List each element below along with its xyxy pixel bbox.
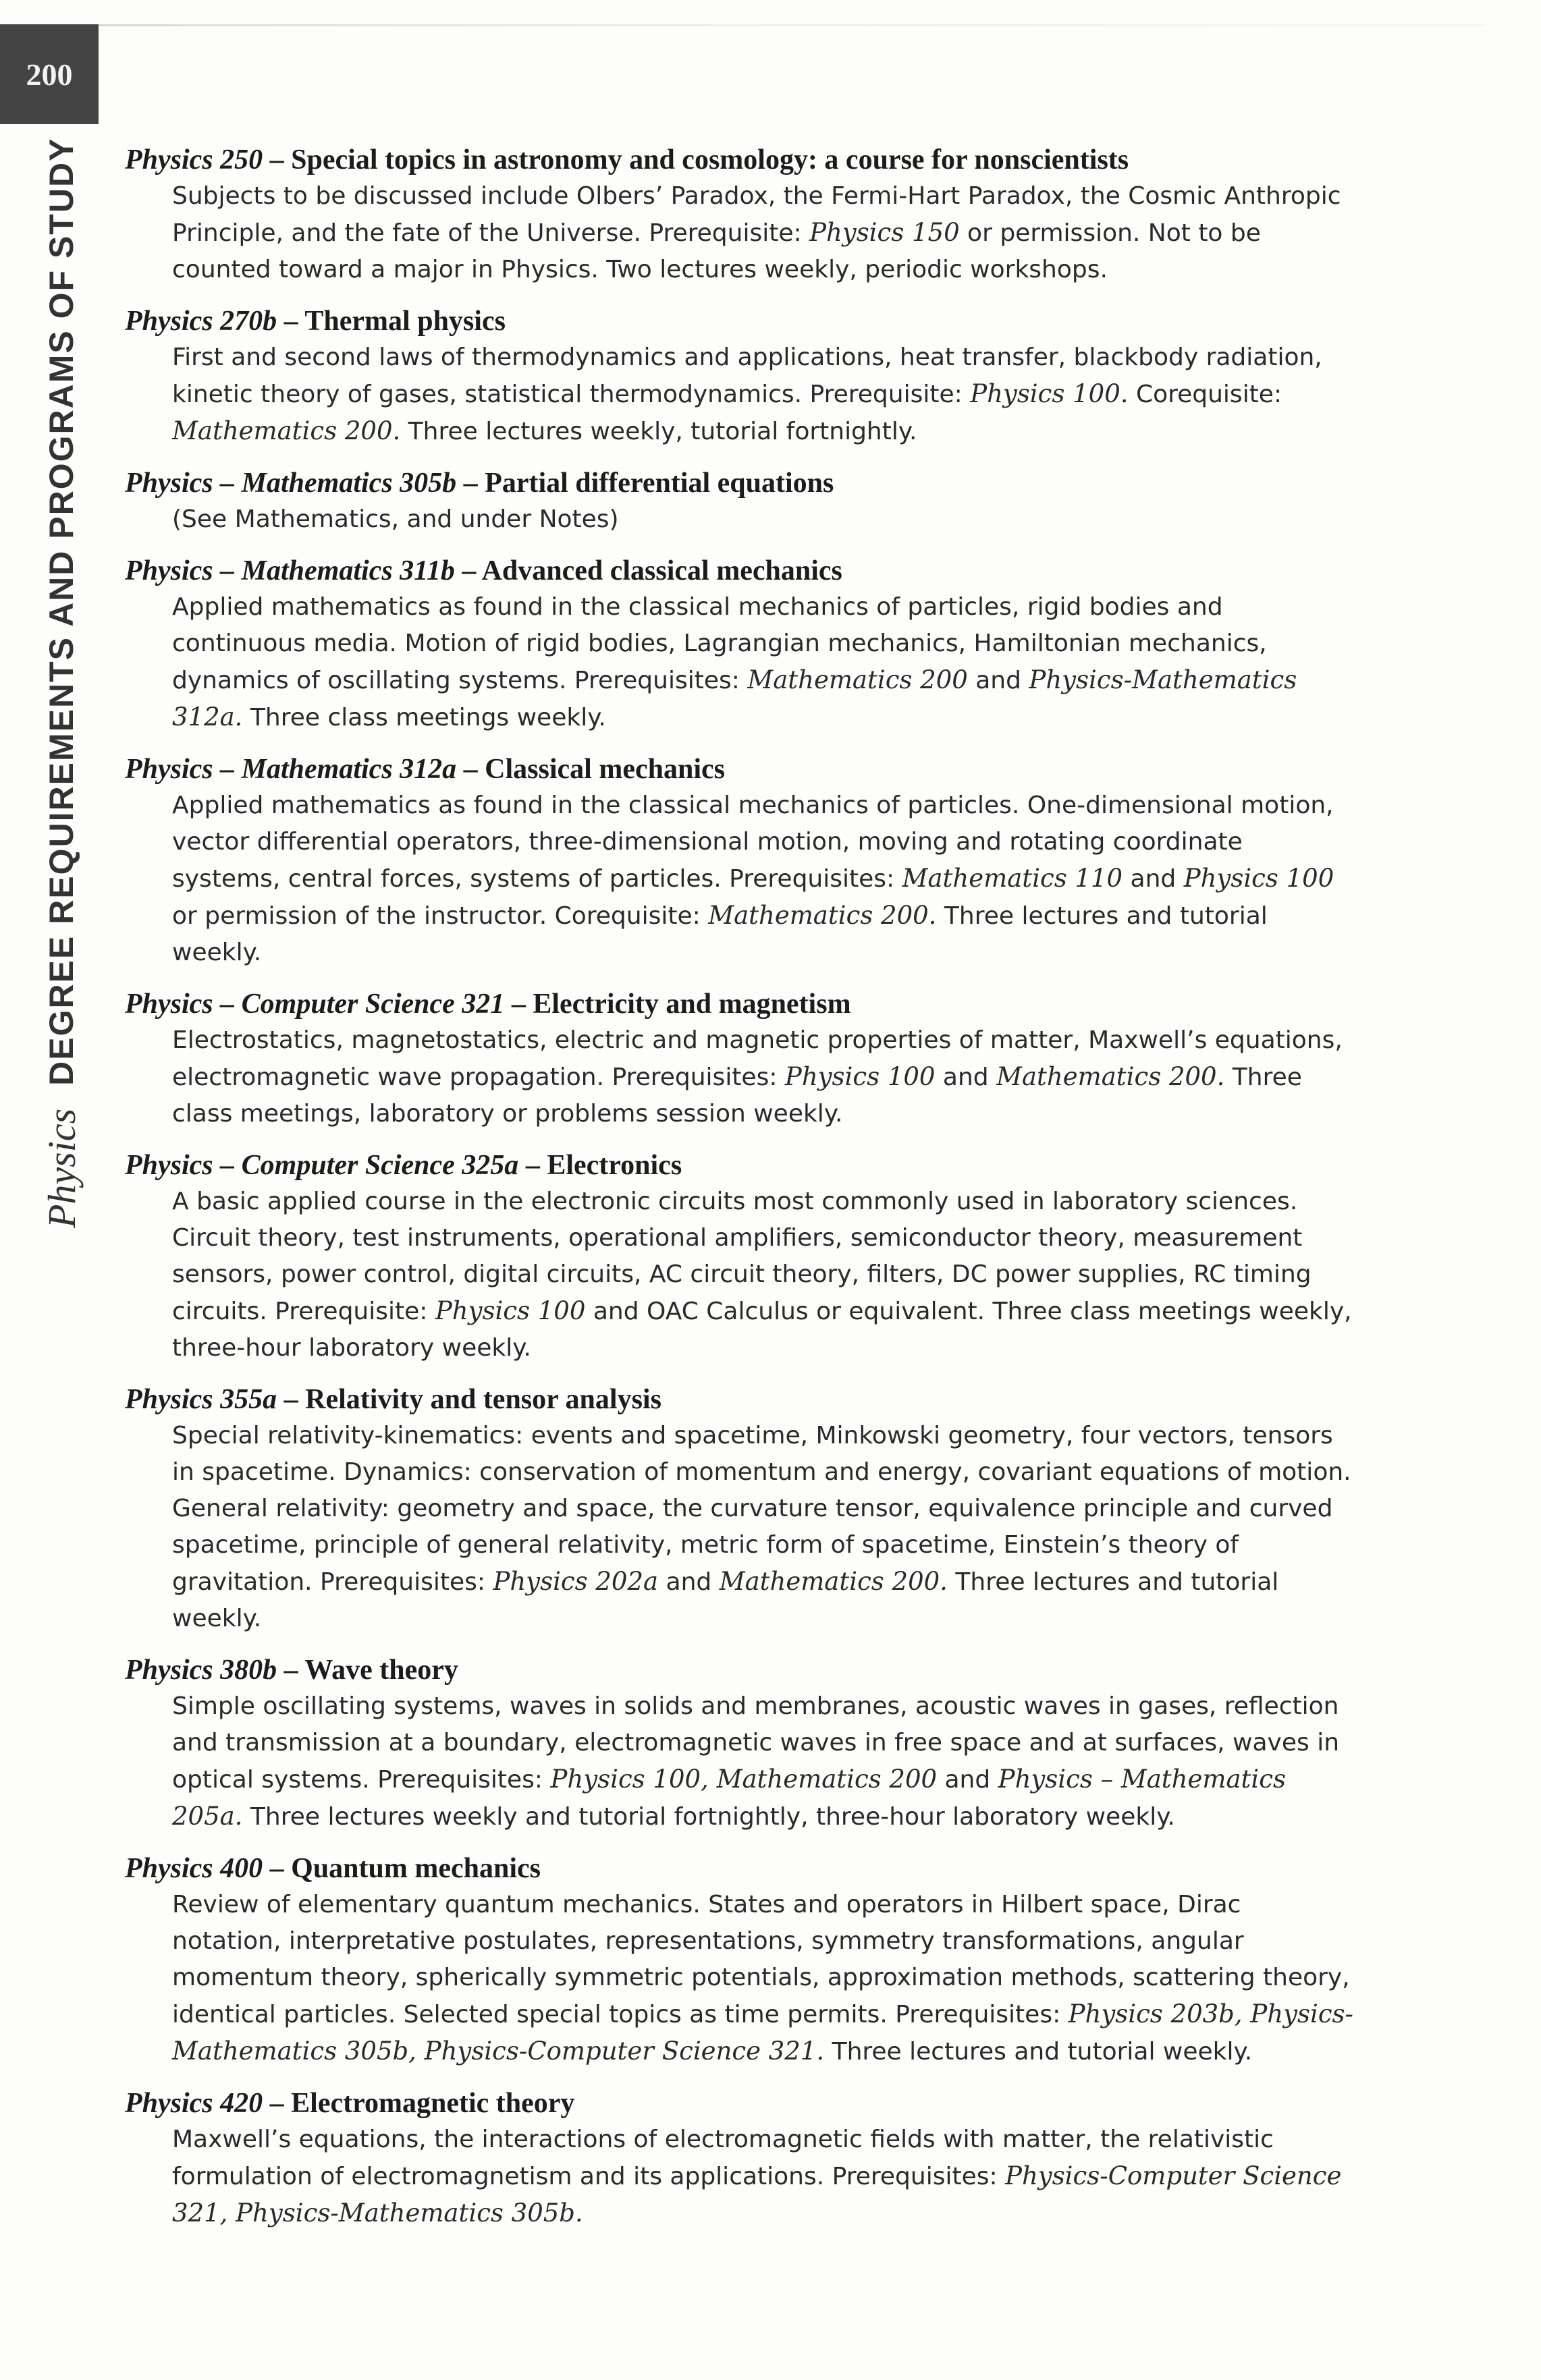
course-code: Physics 355a [125, 1384, 277, 1415]
course-heading [125, 465, 1357, 501]
course-separator: – [277, 1655, 305, 1686]
course-reference: Physics 203b, Physics-Mathematics 305b, Physics-Computer Science 321. [172, 1999, 1354, 2066]
course-code: Physics 400 [125, 1853, 263, 1884]
course-entry [125, 142, 1357, 288]
course-separator: – [456, 468, 485, 499]
description-text: and [937, 1766, 998, 1794]
course-entry [125, 465, 1357, 538]
course-reference: Physics 202a [493, 1567, 659, 1596]
course-separator: – [504, 989, 533, 1020]
course-code: Physics – Computer Science 325a [125, 1150, 519, 1181]
course-description [125, 2122, 1357, 2232]
side-department: Physics [39, 1108, 84, 1228]
course-heading [125, 986, 1357, 1022]
course-reference: Mathematics 200. [996, 1062, 1225, 1091]
course-entry [125, 1147, 1357, 1366]
course-reference: Physics 100 [784, 1062, 936, 1091]
course-reference: Physics 150 [809, 218, 960, 247]
description-text: Three lectures and tutorial weekly. [172, 1568, 1279, 1632]
description-text: Subjects to be discussed include Olbers’ Paradox, the Fermi-Hart Paradox, the Cosmic Anthropic Principle, and the fate of the Universe. Prerequisite: [172, 182, 1341, 247]
course-separator: – [277, 1384, 306, 1415]
course-description [125, 1022, 1357, 1132]
course-reference: Physics 100. [970, 379, 1129, 408]
description-text: and [935, 1063, 997, 1091]
course-heading [125, 1147, 1357, 1184]
course-title: Electricity and magnetism [533, 989, 851, 1020]
description-text: Applied mathematics as found in the classical mechanics of particles, rigid bodies and continuous media. Motion of rigid bodies, Lagrangian mechanics, Hamiltonian mechanics, dynamics of oscillating systems. Prerequisites: [172, 593, 1267, 694]
course-reference: Physics – Mathematics 205a. [172, 1765, 1286, 1831]
course-code: Physics – Computer Science 321 [125, 989, 505, 1020]
description-text: Three class meetings weekly. [242, 704, 606, 731]
course-reference: Physics-Mathematics 312a. [172, 665, 1297, 731]
course-heading [125, 303, 1357, 339]
course-title: Electronics [547, 1150, 682, 1181]
course-entry [125, 986, 1357, 1132]
course-code: Physics 250 [125, 144, 263, 175]
course-heading [125, 553, 1357, 589]
side-running-header [38, 81, 85, 1228]
course-description [125, 589, 1357, 736]
course-description [125, 501, 1357, 538]
course-description [125, 339, 1357, 450]
course-description [125, 787, 1357, 971]
course-reference: Mathematics 110 [902, 864, 1123, 893]
course-entry [125, 303, 1357, 450]
course-separator: – [277, 306, 305, 337]
description-text: Three lectures weekly, tutorial fortnightly. [400, 418, 917, 445]
description-text: Three lectures weekly and tutorial fortnightly, three-hour laboratory weekly. [242, 1803, 1175, 1831]
course-reference: Mathematics 200. [708, 901, 937, 930]
course-separator: – [454, 555, 482, 586]
course-reference: Mathematics 200. [719, 1567, 948, 1596]
description-text: Three lectures and tutorial weekly. [172, 902, 1268, 966]
course-description [125, 1418, 1357, 1637]
course-heading [125, 1381, 1357, 1418]
course-entry [125, 1381, 1357, 1637]
course-description [125, 1887, 1357, 2070]
course-reference: Physics 100 [435, 1296, 586, 1325]
course-reference: Mathematics 200. [172, 416, 401, 445]
course-code: Physics – Mathematics 305b [125, 468, 457, 499]
page-number: 200 [26, 57, 73, 92]
course-separator: – [518, 1150, 547, 1181]
course-title: Classical mechanics [485, 754, 725, 785]
description-text: (See Mathematics, and under Notes) [172, 505, 619, 533]
course-separator: – [263, 144, 292, 175]
description-text: or permission. Not to be counted toward a major in Physics. Two lectures weekly, periodic workshops. [172, 219, 1261, 283]
side-title: DEGREE REQUIREMENTS AND PROGRAMS OF STUDY [43, 137, 80, 1086]
course-separator: – [263, 2088, 292, 2119]
top-rule [94, 24, 1485, 26]
description-text: and [658, 1568, 720, 1596]
course-entry [125, 1850, 1357, 2070]
course-reference: Physics 100, Mathematics 200 [550, 1765, 938, 1794]
course-title: Relativity and tensor analysis [305, 1384, 661, 1415]
course-code: Physics 270b [125, 306, 277, 337]
course-reference: Physics 100 [1183, 864, 1334, 893]
course-title: Thermal physics [304, 306, 506, 337]
description-text: and [1123, 865, 1184, 893]
course-title: Advanced classical mechanics [481, 555, 842, 586]
course-title: Partial differential equations [485, 468, 834, 499]
description-text: and [967, 667, 1029, 694]
description-text: Corequisite: [1128, 381, 1282, 408]
course-entry [125, 1652, 1357, 1835]
course-reference: Physics-Computer Science 321, Physics-Mathematics 305b. [172, 2161, 1342, 2227]
description-text: or permission of the instructor. Corequisite: [172, 902, 709, 930]
course-reference: Mathematics 200 [747, 665, 968, 694]
course-code: Physics – Mathematics 312a [125, 754, 457, 785]
course-entry [125, 553, 1357, 736]
description-text: Three lectures and tutorial weekly. [824, 2038, 1253, 2066]
description-text: First and second laws of thermodynamics and applications, heat transfer, blackbody radiation, kinetic theory of gases, statistical thermodynamics. Prerequisite: [172, 343, 1322, 408]
course-entry [125, 751, 1357, 971]
course-code: Physics – Mathematics 311b [125, 555, 455, 586]
description-text: Simple oscillating systems, waves in solids and membranes, acoustic waves in gases, reflection and transmission at a boundary, electromagnetic waves in free space and at surfaces, waves in optical systems. Prerequisites: [172, 1692, 1340, 1794]
course-separator: – [263, 1853, 292, 1884]
course-heading [125, 142, 1357, 178]
description-text: A basic applied course in the electronic circuits most commonly used in laboratory sciences. Circuit theory, test instruments, operational amplifiers, semiconductor theory, measurement sensors, power control, digital circuits, AC circuit theory, filters, DC power supplies, RC timing circuits. Prerequisite: [172, 1188, 1312, 1325]
description-text: Applied mathematics as found in the classical mechanics of particles. One-dimensional motion, vector differential operators, three-dimensional motion, moving and rotating coordinate systems, central forces, systems of particles. Prerequisites: [172, 792, 1334, 893]
course-heading [125, 2085, 1357, 2122]
course-description [125, 1688, 1357, 1835]
description-text: Maxwell’s equations, the interactions of electromagnetic fields with matter, the relativistic formulation of electromagnetism and its applications. Prerequisites: [172, 2126, 1274, 2190]
course-entry [125, 2085, 1357, 2232]
course-title: Wave theory [304, 1655, 458, 1686]
course-description [125, 1184, 1357, 1366]
description-text: Review of elementary quantum mechanics. States and operators in Hilbert space, Dirac notation, interpretative postulates, representations, symmetry transformations, angular momentum theory, spherically symmetric potentials, approximation methods, scattering theory, identical particles. Selected special topics as time permits. Prerequisites: [172, 1891, 1350, 2028]
course-title: Special topics in astronomy and cosmology: a course for nonscientists [291, 144, 1129, 175]
course-list [125, 142, 1357, 2247]
course-separator: – [456, 754, 485, 785]
course-description [125, 178, 1357, 288]
course-title: Electromagnetic theory [291, 2088, 575, 2119]
description-text: Electrostatics, magnetostatics, electric and magnetic properties of matter, Maxwell’s equations, electromagnetic wave propagation. Prerequisites: [172, 1026, 1343, 1091]
course-heading [125, 751, 1357, 787]
course-code: Physics 420 [125, 2088, 263, 2119]
description-text: Special relativity-kinematics: events and spacetime, Minkowski geometry, four vectors, tensors in spacetime. Dynamics: conservation of momentum and energy, covariant equations of motion. General relativity: geometry and space, the curvature tensor, equivalence principle and curved spacetime, principle of general relativity, metric form of spacetime, Einstein’s theory of gravitation. Prerequisites: [172, 1422, 1351, 1596]
course-title: Quantum mechanics [291, 1853, 541, 1884]
course-code: Physics 380b [125, 1655, 277, 1686]
course-heading [125, 1652, 1357, 1688]
description-text: and OAC Calculus or equivalent. Three class meetings weekly, three-hour laboratory weekly. [172, 1298, 1352, 1362]
course-heading [125, 1850, 1357, 1887]
description-text: Three class meetings, laboratory or problems session weekly. [172, 1063, 1302, 1128]
